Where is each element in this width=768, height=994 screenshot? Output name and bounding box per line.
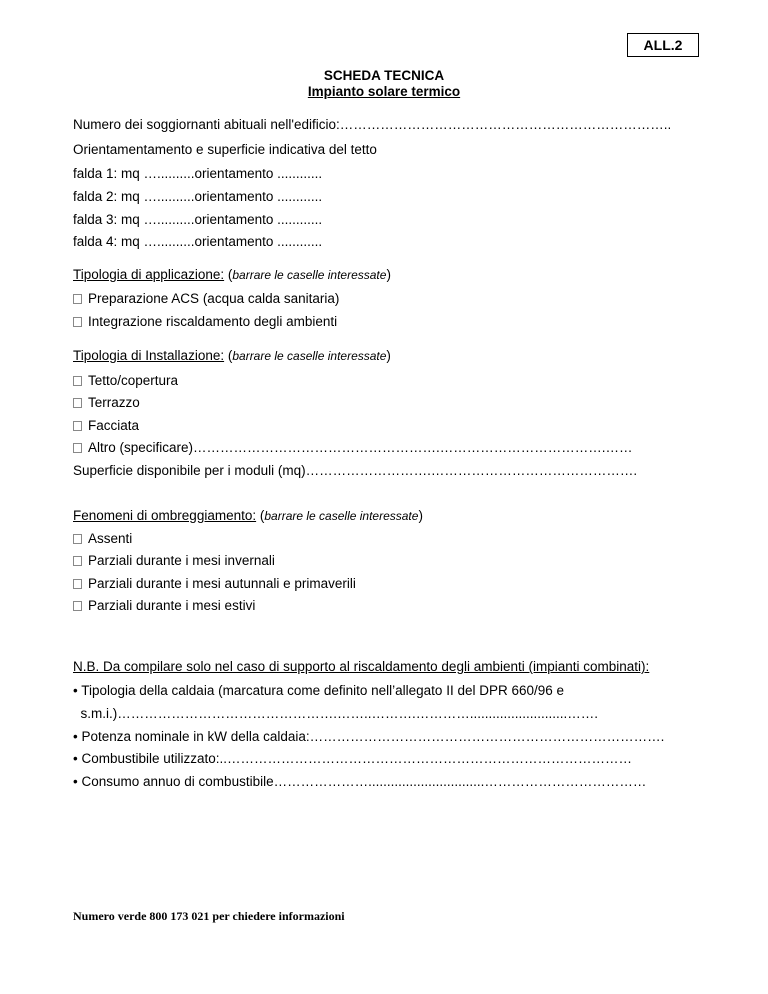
nb-heading: N.B. Da compilare solo nel caso di supporto al riscaldamento degli ambienti (impianti combinati): <box>73 659 650 674</box>
shading-note: barrare le caselle interessate <box>264 509 419 523</box>
nb-item-field[interactable]: • Consumo annuo di combustibile…………………...............................……………………………… <box>73 774 647 789</box>
checkbox-icon[interactable] <box>73 556 82 566</box>
checkbox-icon[interactable] <box>73 579 82 589</box>
option-label: Tetto/copertura <box>88 373 179 388</box>
checkbox-icon[interactable] <box>73 443 82 453</box>
checkbox-option[interactable] <box>73 440 633 455</box>
application-heading <box>73 267 391 282</box>
attachment-label: ALL.2 <box>627 33 699 57</box>
nb-item-field[interactable]: • Potenza nominale in kW della caldaia:……………………………………………………………………. <box>73 729 665 744</box>
option-label: Terrazzo <box>88 395 140 410</box>
footer-note: Numero verde 800 173 021 per chiedere informazioni <box>73 909 345 923</box>
note-paren: ( <box>224 348 233 363</box>
checkbox-option[interactable] <box>73 576 356 591</box>
option-label: Preparazione ACS (acqua calda sanitaria) <box>88 291 340 306</box>
checkbox-option[interactable] <box>73 418 139 433</box>
checkbox-icon[interactable] <box>73 398 82 408</box>
installation-note: barrare le caselle interessate <box>232 349 387 363</box>
shading-heading <box>73 508 423 523</box>
page-title: SCHEDA TECNICA <box>323 68 445 83</box>
installation-heading <box>73 348 391 363</box>
nb-item: • Tipologia della caldaia (marcatura come definito nell’allegato II del DPR 660/96 e <box>73 683 565 698</box>
note-paren: ( <box>256 508 265 523</box>
application-note: barrare le caselle interessate <box>232 268 387 282</box>
nb-item-field[interactable]: • Combustibile utilizzato:..……………………………………………………………………………… <box>73 751 633 766</box>
checkbox-option[interactable] <box>73 291 339 306</box>
checkbox-option[interactable] <box>73 531 132 546</box>
checkbox-icon[interactable] <box>73 376 82 386</box>
checkbox-icon[interactable] <box>73 601 82 611</box>
application-heading-text: Tipologia di applicazione: <box>73 267 225 282</box>
shading-heading-text: Fenomeni di ombreggiamento: <box>73 508 257 523</box>
checkbox-option[interactable] <box>73 598 255 613</box>
option-label: Assenti <box>88 531 133 546</box>
option-label: Parziali durante i mesi invernali <box>88 553 275 568</box>
option-label: Parziali durante i mesi estivi <box>88 598 256 613</box>
nb-item-field[interactable]: s.m.i.)………………………………………….……..……….…………..........................……. <box>73 706 599 721</box>
falda-row[interactable]: falda 4: mq …..........orientamento ............ <box>73 234 323 249</box>
note-paren: ) <box>386 348 391 363</box>
option-label: Integrazione riscaldamento degli ambienti <box>88 314 338 329</box>
falda-row[interactable]: falda 3: mq …..........orientamento ............ <box>73 212 323 227</box>
option-label: Altro (specificare)……………………………………………….……………………………….…… <box>88 440 633 455</box>
checkbox-option[interactable] <box>73 373 178 388</box>
checkbox-icon[interactable] <box>73 294 82 304</box>
surface-field[interactable]: Superficie disponibile per i moduli (mq)……………………….………………………………………. <box>73 463 638 478</box>
orientation-heading: Orientamentamento e superficie indicativa del tetto <box>73 142 377 157</box>
occupants-field[interactable]: Numero dei soggiornanti abituali nell'edificio:……………………………………………………………….. <box>73 117 672 132</box>
checkbox-icon[interactable] <box>73 421 82 431</box>
checkbox-option[interactable] <box>73 553 275 568</box>
note-paren: ) <box>418 508 423 523</box>
option-label: Parziali durante i mesi autunnali e primaverili <box>88 576 356 591</box>
installation-heading-text: Tipologia di Installazione: <box>73 348 225 363</box>
page-subtitle: Impianto solare termico <box>307 84 461 99</box>
note-paren: ( <box>224 267 233 282</box>
option-label: Facciata <box>88 418 140 433</box>
falda-row[interactable]: falda 1: mq …..........orientamento ............ <box>73 166 323 181</box>
checkbox-option[interactable] <box>73 395 140 410</box>
note-paren: ) <box>386 267 391 282</box>
checkbox-option[interactable] <box>73 314 337 329</box>
checkbox-icon[interactable] <box>73 317 82 327</box>
falda-row[interactable]: falda 2: mq …..........orientamento ............ <box>73 189 323 204</box>
checkbox-icon[interactable] <box>73 534 82 544</box>
